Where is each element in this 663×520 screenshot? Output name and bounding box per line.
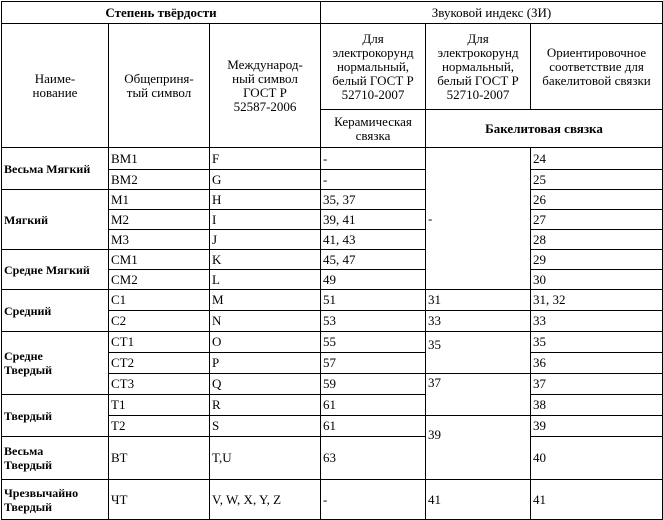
table-row [2,148,663,170]
sound-index-group-header: Звуковой индекс (ЗИ) [321,2,663,24]
approx-index: 38 [531,395,663,416]
intl-symbol: Q [210,374,321,395]
table-row [2,290,663,311]
bakelite-index: 39 [426,416,531,480]
ceramic-index: - [321,148,426,170]
intl-symbol: O [210,332,321,353]
intl-symbol: J [210,230,321,250]
common-symbol: М2 [109,210,210,230]
common-symbol: СМ2 [109,270,210,290]
common-symbol: С1 [109,290,210,311]
hardness-name: Средний [2,290,109,332]
table-row [2,395,663,416]
bakelite-index: 41 [426,480,531,520]
name-column-header: Наиме- нование [2,24,109,148]
intl-symbol: R [210,395,321,416]
common-symbol: СТ3 [109,374,210,395]
ceramic-index: 63 [321,437,426,480]
bakelite-index: - [426,148,531,290]
ceramic-index: 59 [321,374,426,395]
bakelite-index: 31 [426,290,531,311]
approx-index: 39 [531,416,663,437]
ceramic-index: 49 [321,270,426,290]
header-row-2 [2,24,663,110]
approx-index: 25 [531,170,663,190]
approx-index: 36 [531,353,663,374]
intl-symbol: F [210,148,321,170]
common-symbol: М1 [109,190,210,210]
approx-index: 24 [531,148,663,170]
hardness-name: Средне Твердый [2,332,109,395]
hardness-name: Весьма Мягкий [2,148,109,190]
table-row [2,332,663,353]
intl-symbol: L [210,270,321,290]
common-symbol: С2 [109,311,210,332]
ceramic-index: 61 [321,395,426,416]
bakelite-index: 35 [426,332,531,374]
ceramic-index: 51 [321,290,426,311]
hardness-name: Средне Мягкий [2,250,109,290]
approx-index: 26 [531,190,663,210]
intl-symbol-column-header: Международ- ный символ ГОСТ Р 52587-2006 [210,24,321,148]
ceramic-index: 39, 41 [321,210,426,230]
common-symbol: СМ1 [109,250,210,270]
approx-index: 37 [531,374,663,395]
ceramic-index: 45, 47 [321,250,426,270]
table-row [2,480,663,520]
intl-symbol: P [210,353,321,374]
common-symbol: СТ1 [109,332,210,353]
intl-symbol: M [210,290,321,311]
ceramic-index: 57 [321,353,426,374]
bakelite-index: 37 [426,374,531,416]
approx-index: 28 [531,230,663,250]
header-row-1 [2,2,663,24]
approx-index: 27 [531,210,663,230]
approx-index: 35 [531,332,663,353]
hardness-group-header: Степень твёрдости [2,2,321,24]
hardness-table [1,1,663,520]
common-symbol: Т1 [109,395,210,416]
ceramic-index: 41, 43 [321,230,426,250]
hardness-name: Весьма Твердый [2,437,109,480]
common-symbol: СТ2 [109,353,210,374]
intl-symbol: V, W, X, Y, Z [210,480,321,520]
approx-index: 41 [531,480,663,520]
ceramic-index: - [321,480,426,520]
bakelite-index: 33 [426,311,531,332]
approx-index: 40 [531,437,663,480]
common-symbol: ЧТ [109,480,210,520]
common-symbol: ВМ2 [109,170,210,190]
ceramic-index: 53 [321,311,426,332]
intl-symbol: H [210,190,321,210]
approx-index: 30 [531,270,663,290]
table-row [2,250,663,270]
intl-symbol: S [210,416,321,437]
ceramic-index: 61 [321,416,426,437]
intl-symbol: N [210,311,321,332]
common-symbol: Т2 [109,416,210,437]
common-symbol: ВМ1 [109,148,210,170]
table-row [2,190,663,210]
ceramic-index: 55 [321,332,426,353]
approx-bakelite-column-header: Ориентировочное соответствие для бакелитовой связки [531,24,663,110]
intl-symbol: I [210,210,321,230]
intl-symbol: G [210,170,321,190]
electro-bakelite-column-header: Для электрокорунд нормальный, белый ГОСТ Р 52710-2007 [426,24,531,110]
approx-index: 33 [531,311,663,332]
ceramic-index: 35, 37 [321,190,426,210]
hardness-name: Чрезвычайно Твердый [2,480,109,520]
ceramic-index: - [321,170,426,190]
ceramic-bond-header: Керамическая связка [321,110,426,148]
table-row [2,437,663,480]
approx-index: 31, 32 [531,290,663,311]
common-symbol: М3 [109,230,210,250]
hardness-name: Твердый [2,395,109,437]
common-symbol-column-header: Общеприня- тый символ [109,24,210,148]
hardness-name: Мягкий [2,190,109,250]
bakelite-bond-header: Бакелитовая связка [426,110,663,148]
intl-symbol: K [210,250,321,270]
electro-ceramic-column-header: Для электрокорунд нормальный, белый ГОСТ Р 52710-2007 [321,24,426,110]
approx-index: 29 [531,250,663,270]
intl-symbol: T,U [210,437,321,480]
common-symbol: ВТ [109,437,210,480]
